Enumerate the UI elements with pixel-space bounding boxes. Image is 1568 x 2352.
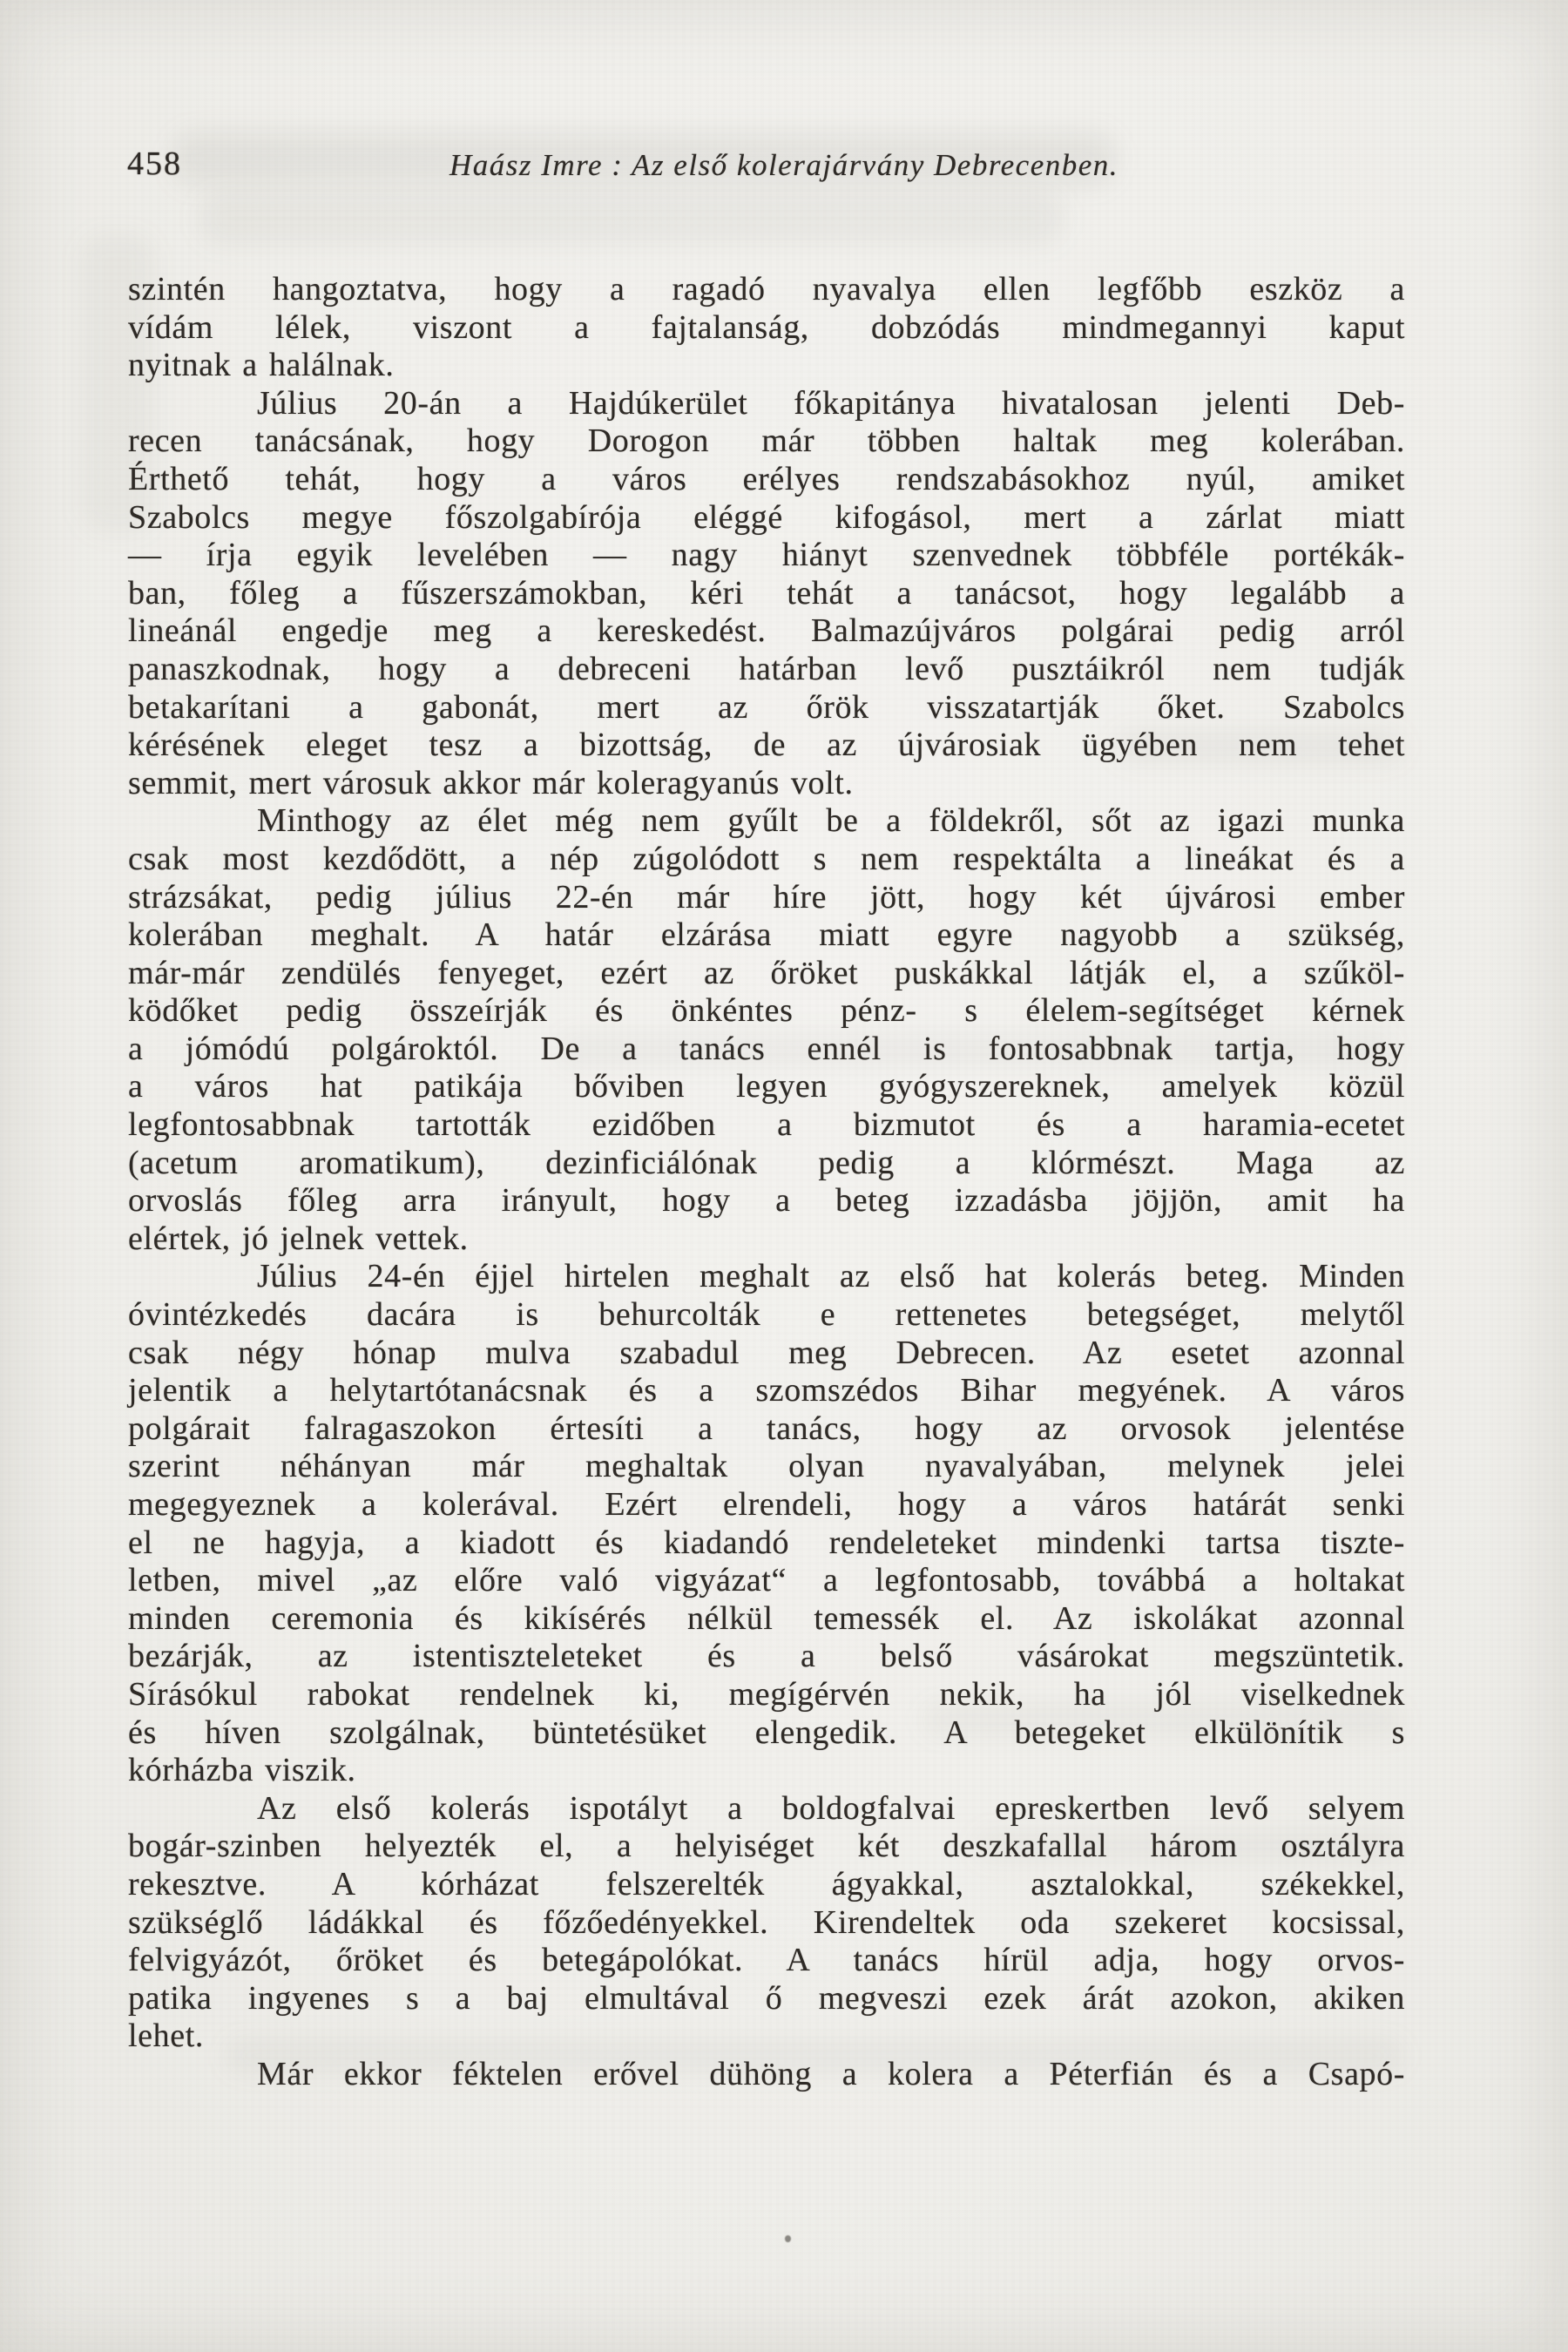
text-line: orvoslás főleg arra irányult, hogy a beteg izzadásba jöjjön, amit ha xyxy=(128,1182,1405,1220)
text-line: és híven szolgálnak, büntetésüket elengedik. A betegeket elkülönítik s xyxy=(128,1713,1405,1751)
text-line: polgárait falragaszokon értesíti a tanács, hogy az orvosok jelentése xyxy=(128,1409,1405,1447)
text-line: — írja egyik levelében — nagy hiányt szenvednek többféle portékák- xyxy=(128,537,1405,574)
text-line: Minthogy az élet még nem gyűlt be a földekről, sőt az igazi munka xyxy=(257,802,1405,840)
text-line: csak négy hónap mulva szabadul meg Debrecen. Az esetet azonnal xyxy=(128,1334,1405,1371)
text-line: szükséglő ládákkal és főzőedényekkel. Kirendeltek oda szekeret kocsissal, xyxy=(128,1903,1405,1941)
text-line: óvintézkedés dacára is behurcolták e rettenetes betegséget, melytől xyxy=(128,1296,1405,1334)
paragraph xyxy=(128,802,1405,1258)
paragraph xyxy=(128,1790,1405,2056)
text-line: recen tanácsának, hogy Dorogon már többen haltak meg kolerában. xyxy=(128,422,1405,460)
text-line: szerint néhányan már meghaltak olyan nyavalyában, melynek jelei xyxy=(128,1448,1405,1485)
text-line: szintén hangoztatva, hogy a ragadó nyavalya ellen legfőbb eszköz a xyxy=(128,271,1405,308)
text-line: elértek, jó jelnek vettek. xyxy=(128,1220,469,1257)
text-line: már-már zendülés fenyeget, ezért az őröket puskákkal látják el, a szűköl- xyxy=(128,954,1405,991)
bleedthrough-artifact xyxy=(200,193,1063,244)
paragraph xyxy=(128,271,1405,385)
text-line: a jómódú polgároktól. De a tanács ennél is fontosabbnak tartja, hogy xyxy=(128,1030,1405,1067)
text-line: legfontosabbnak tartották ezidőben a bizmutot és a haramia-ecetet xyxy=(128,1106,1405,1144)
text-line: el ne hagyja, a kiadott és kiadandó rendeleteket mindenki tartsa tiszte- xyxy=(128,1524,1405,1561)
print-mark-dot xyxy=(785,2235,791,2242)
paragraph xyxy=(128,385,1405,803)
text-line: ködőket pedig összeírják és önkéntes pénz- s élelem-segítséget kérnek xyxy=(128,992,1405,1030)
text-line: betakarítani a gabonát, mert az őrök visszatartják őket. Szabolcs xyxy=(128,688,1405,726)
page-number: 458 xyxy=(127,145,182,182)
text-line: jelentik a helytartótanácsnak és a szomszédos Bihar megyének. A város xyxy=(128,1372,1405,1409)
text-line: Sírásókul rabokat rendelnek ki, megígérvén nekik, ha jól viselkednek xyxy=(128,1675,1405,1713)
text-line: csak most kezdődött, a nép zúgolódott s nem respektálta a lineákat és a xyxy=(128,840,1405,877)
text-line: lineánál engedje meg a kereskedést. Balmazújváros polgárai pedig arról xyxy=(128,612,1405,650)
paragraph xyxy=(128,2056,1405,2094)
text-line: ban, főleg a fűszerszámokban, kéri tehát a tanácsot, hogy legalább a xyxy=(128,574,1405,612)
text-line: Július 20-án a Hajdúkerület főkapitánya hivatalosan jelenti Deb- xyxy=(257,384,1405,422)
text-line: Már ekkor féktelen erővel dühöng a kolera a Péterfián és a Csapó- xyxy=(257,2055,1405,2092)
text-line: (acetum aromatikum), dezinficiálónak pedig a klórmészt. Maga az xyxy=(128,1144,1405,1181)
paragraph xyxy=(128,1258,1405,1789)
text-line: kórházba viszik. xyxy=(128,1752,356,1789)
text-line: Érthető tehát, hogy a város erélyes rendszabásokhoz nyúl, amiket xyxy=(128,460,1405,497)
text-line: panaszkodnak, hogy a debreceni határban levő pusztáikról nem tudják xyxy=(128,650,1405,687)
running-title: Haász Imre : Az első kolerajárvány Debrecenben. xyxy=(449,148,1119,182)
text-line: kérésének eleget tesz a bizottság, de az újvárosiak ügyében nem tehet xyxy=(128,727,1405,764)
text-line: felvigyázót, őröket és betegápolókat. A tanács hírül adja, hogy orvos- xyxy=(128,1942,1405,1979)
text-line: Július 24-én éjjel hirtelen meghalt az első hat kolerás beteg. Minden xyxy=(257,1258,1405,1295)
text-line: Szabolcs megye főszolgabírója eléggé kifogásol, mert a zárlat miatt xyxy=(128,498,1405,536)
text-line: minden ceremonia és kikísérés nélkül temessék el. Az iskolákat azonnal xyxy=(128,1599,1405,1637)
text-line: vídám lélek, viszont a fajtalanság, dobzódás mindmegannyi kaput xyxy=(128,308,1405,346)
text-line: rekesztve. A kórházat felszerelték ágyakkal, asztalokkal, székekkel, xyxy=(128,1865,1405,1903)
text-line: letben, mivel „az előre való vigyázat“ a legfontosabb, továbbá a holtakat xyxy=(128,1562,1405,1599)
text-line: a város hat patikája bőviben legyen gyógyszereknek, amelyek közül xyxy=(128,1068,1405,1105)
text-line: Az első kolerás ispotályt a boldogfalvai epreskertben levő selyem xyxy=(257,1789,1405,1827)
text-line: kolerában meghalt. A határ elzárása miatt egyre nagyobb a szükség, xyxy=(128,916,1405,954)
text-line: strázsákat, pedig július 22-én már híre jött, hogy két újvárosi ember xyxy=(128,878,1405,916)
text-line: semmit, mert városuk akkor már koleragyanús volt. xyxy=(128,764,854,801)
text-line: megegyeznek a kolerával. Ezért elrendeli, hogy a város határát senki xyxy=(128,1486,1405,1523)
text-line: nyitnak a halálnak. xyxy=(128,347,395,384)
body-text xyxy=(128,271,1405,2094)
text-line: bogár-szinben helyezték el, a helyiséget két deszkafallal három osztályra xyxy=(128,1828,1405,1865)
text-line: bezárják, az istentiszteleteket és a belső vásárokat megszüntetik. xyxy=(128,1638,1405,1675)
text-line: patika ingyenes s a baj elmultával ő megveszi ezek árát azokon, akiken xyxy=(128,1979,1405,2017)
text-line: lehet. xyxy=(128,2017,204,2055)
